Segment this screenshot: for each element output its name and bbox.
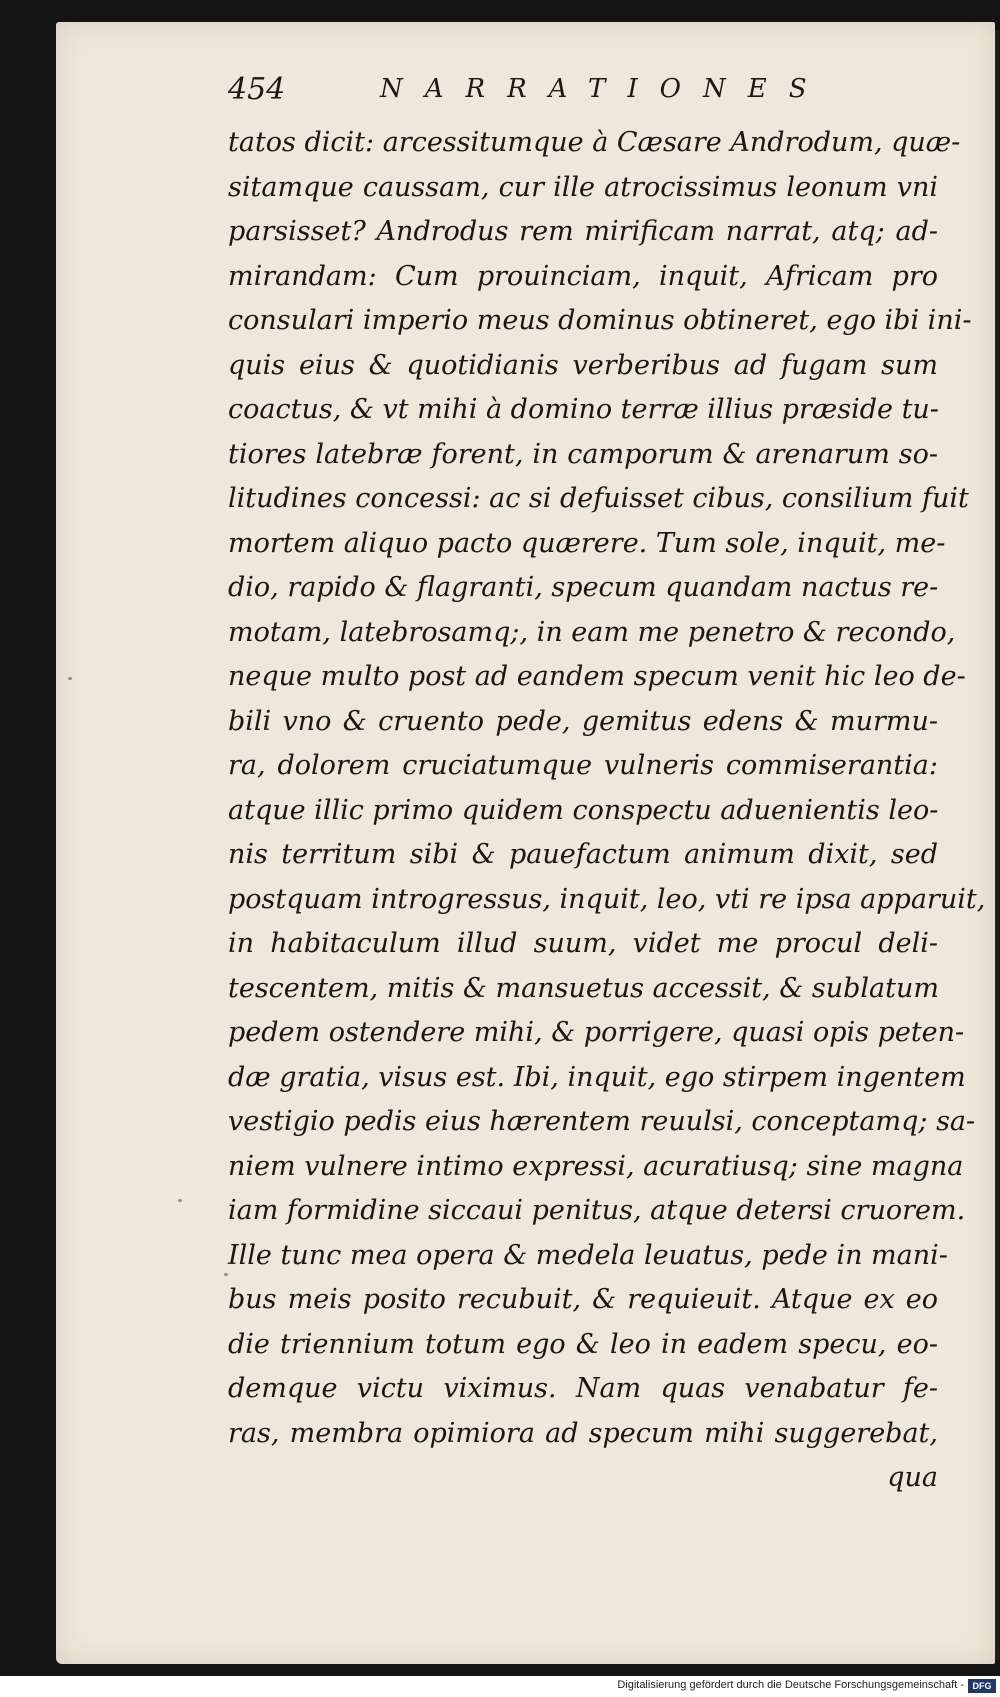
text-line: litudines concessi: ac si defuisset cibus, consilium fuit [228, 483, 969, 514]
text-line: consulari imperio meus dominus obtineret, ego ibi ini- [228, 305, 972, 336]
text-line: bili vno & cruento pede, gemitus edens & murmu- [228, 705, 938, 737]
text-line: quis eius & quotidianis verberibus ad fugam sum [228, 349, 938, 381]
text-line: postquam introgressus, inquit, leo, vti re ipsa apparuit, [228, 883, 986, 915]
funding-note: Digitalisierung gefördert durch die Deutsche Forschungsgemeinschaft - [617, 1679, 964, 1691]
text-line: die triennium totum ego & leo in eadem specu, eo- [228, 1328, 938, 1360]
text-line: motam, latebrosamq;, in eam me penetro & recondo, [228, 616, 956, 648]
text-line: neque multo post ad eandem specum venit hic leo de- [228, 661, 966, 692]
page-header [228, 72, 829, 118]
text-line: parsisset? Androdus rem mirificam narrat, atq; ad- [228, 216, 938, 247]
text-line: iam formidine siccaui penitus, atque detersi cruorem. [228, 1195, 966, 1226]
text-line: mirandam: Cum prouinciam, inquit, Africam pro [228, 260, 938, 292]
text-line: Ille tunc mea opera & medela leuatus, pede in mani- [228, 1239, 948, 1271]
text-line: nis territum sibi & pauefactum animum dixit, sed [228, 839, 938, 870]
text-line: vestigio pedis eius hærentem reuulsi, conceptamq; sa- [228, 1106, 976, 1137]
digitization-footer [0, 1676, 1000, 1697]
text-line: mortem aliquo pacto quærere. Tum sole, inquit, me- [228, 527, 946, 559]
text-line: niem vulnere intimo expressi, acuratiusq; sine magna [228, 1150, 964, 1182]
text-line: demque victu viximus. Nam quas venabatur fe- [228, 1373, 938, 1404]
text-line: ras, membra opimiora ad specum mihi suggerebat, [228, 1417, 938, 1449]
body-text [228, 121, 986, 1501]
text-line: ra, dolorem cruciatumque vulneris commiserantia: [228, 750, 938, 781]
text-line: coactus, & vt mihi à domino terræ illius præside tu- [228, 394, 939, 425]
running-head: NARRATIONES [380, 74, 829, 104]
catchword: qua [887, 1462, 938, 1493]
text-line: tescentem, mitis & mansuetus accessit, & sublatum [228, 972, 939, 1004]
page-speck [178, 1199, 182, 1202]
text-line: bus meis posito recubuit, & requieuit. Atque ex eo [228, 1284, 938, 1315]
text-line: in habitaculum illud suum, videt me procul deli- [228, 928, 938, 959]
dfg-logo: DFG [968, 1679, 996, 1693]
page-speck [68, 677, 72, 680]
text-line: atque illic primo quidem conspectu aduenientis leo- [228, 794, 939, 826]
text-line: dio, rapido & flagranti, specum quandam nactus re- [228, 572, 939, 603]
text-line: dæ gratia, visus est. Ibi, inquit, ego stirpem ingentem [228, 1061, 966, 1093]
text-line: tatos dicit: arcessitumque à Cæsare Androdum, quæ- [228, 127, 961, 158]
text-line: pedem ostendere mihi, & porrigere, quasi opis peten- [228, 1017, 965, 1048]
text-line: tiores latebræ forent, in camporum & arenarum so- [228, 438, 938, 470]
text-line: sitamque caussam, cur ille atrocissimus leonum vni [228, 171, 938, 203]
page-number: 454 [228, 72, 286, 107]
